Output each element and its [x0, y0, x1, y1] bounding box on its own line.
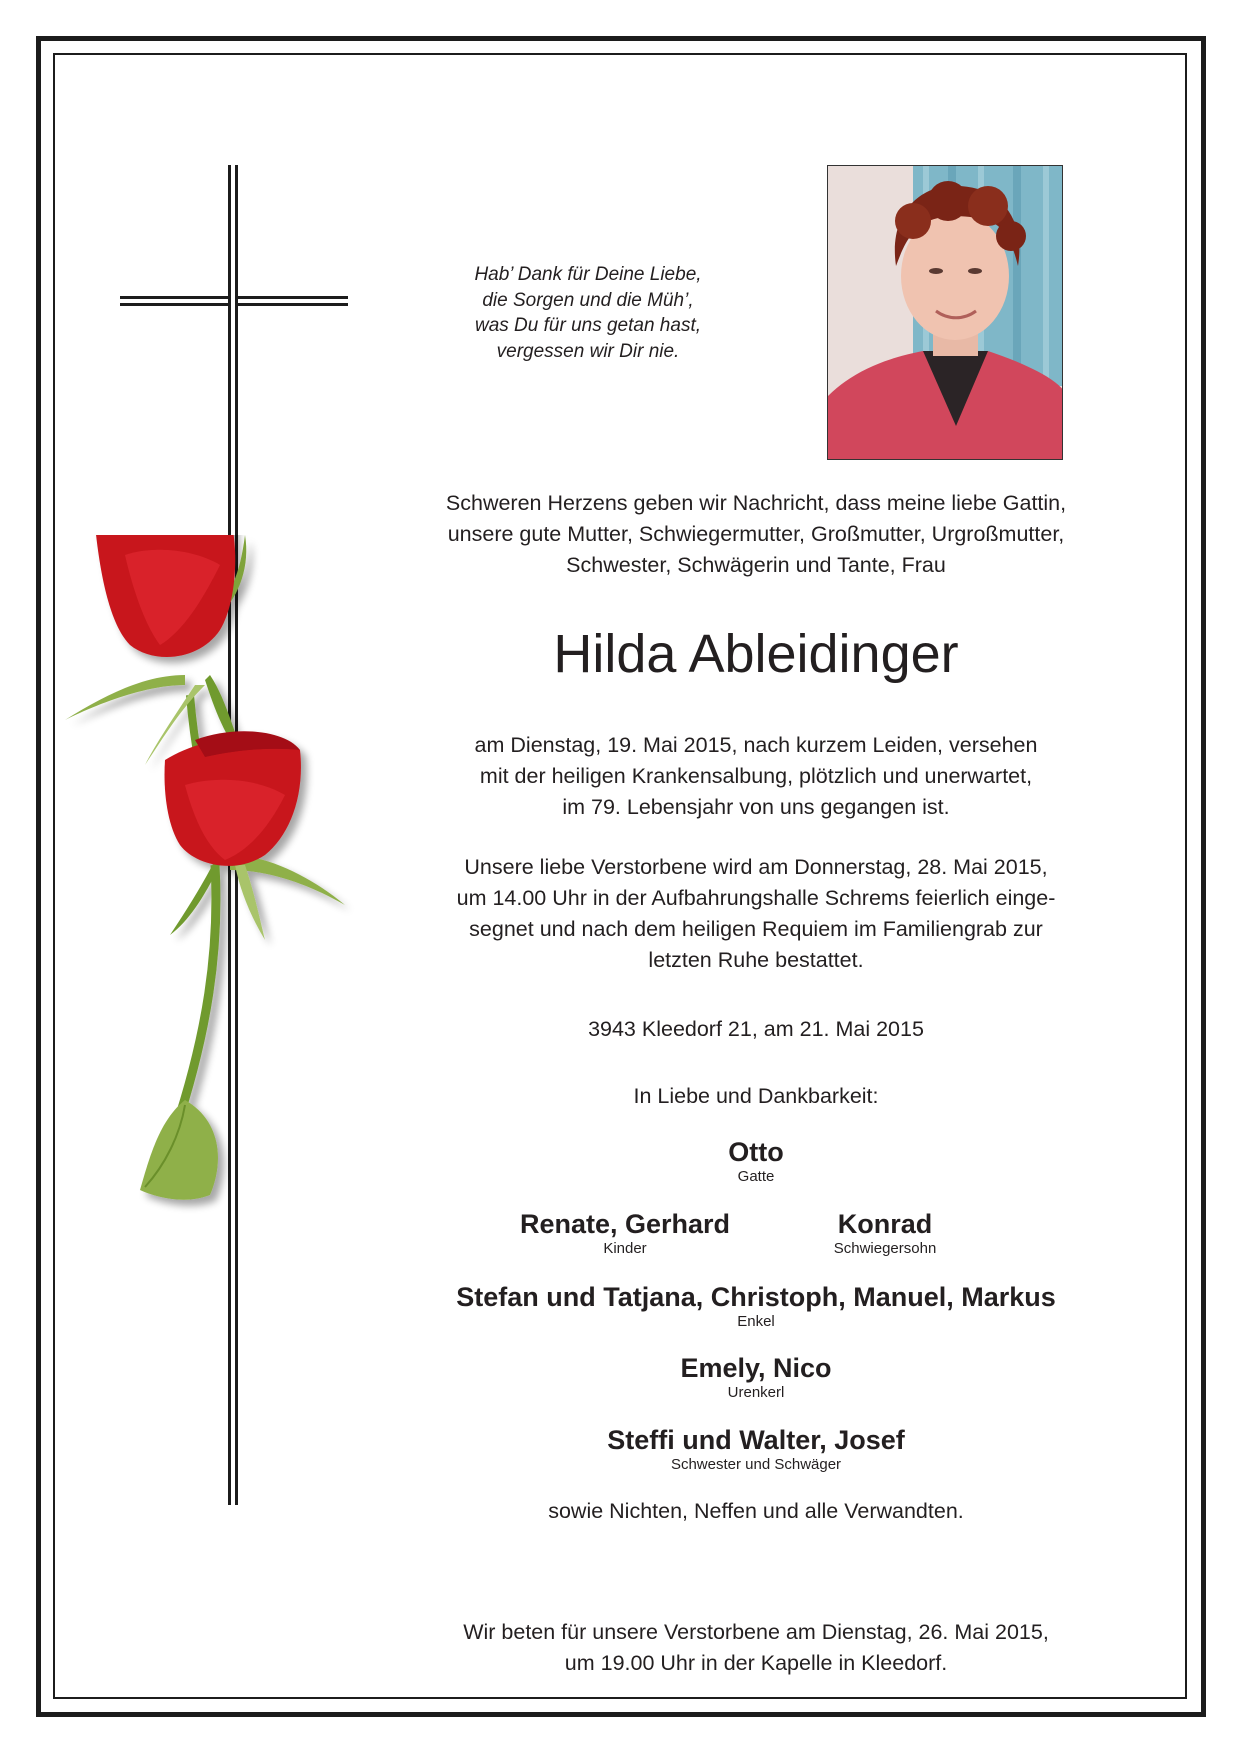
announcement — [440, 488, 1072, 581]
announcement-line: Schweren Herzens geben wir Nachricht, dass meine liebe Gattin, — [445, 491, 1067, 515]
burial-notice — [440, 852, 1072, 976]
quote-line: die Sorgen und die Müh’, — [482, 289, 694, 311]
mourner-names: Konrad — [837, 1209, 933, 1239]
mourner-relation: Schwiegersohn — [833, 1240, 937, 1257]
death-notice-line: am Dienstag, 19. Mai 2015, nach kurzem Leiden, versehen — [474, 733, 1038, 757]
place-date: 3943 Kleedorf 21, am 21. Mai 2015 — [588, 1017, 924, 1041]
burial-notice-line: um 14.00 Uhr in der Aufbahrungshalle Schrems feierlich einge- — [456, 886, 1056, 910]
burial-notice-line: Unsere liebe Verstorbene wird am Donnerstag, 28. Mai 2015, — [464, 855, 1048, 879]
rose-icon — [55, 535, 395, 1275]
portrait-photo — [827, 165, 1063, 460]
quote-line: Hab’ Dank für Deine Liebe, — [474, 264, 702, 285]
relatives-line: sowie Nichten, Neffen und alle Verwandten. — [548, 1499, 964, 1523]
death-notice-line: im 79. Lebensjahr von uns gegangen ist. — [562, 795, 950, 819]
announcement-line: Schwester, Schwägerin und Tante, Frau — [566, 553, 946, 577]
mourner-relation: Enkel — [737, 1313, 775, 1330]
quote-line: was Du für uns getan hast, — [474, 315, 701, 336]
mourner-siblings — [556, 1424, 956, 1474]
mourner-spouse — [656, 1136, 856, 1186]
mourner-names: Otto — [728, 1137, 784, 1167]
mourner-children — [500, 1208, 750, 1258]
memorial-quote — [418, 262, 758, 364]
mourner-names: Steffi und Walter, Josef — [607, 1425, 905, 1455]
mourner-names: Emely, Nico — [680, 1353, 832, 1383]
mourner-grandchildren — [440, 1281, 1072, 1331]
thanks-line: In Liebe und Dankbarkeit: — [633, 1084, 879, 1108]
mourner-names: Renate, Gerhard — [519, 1209, 731, 1239]
deceased-name: Hilda Ableidinger — [553, 624, 959, 684]
prayer-line: um 19.00 Uhr in der Kapelle in Kleedorf. — [564, 1651, 948, 1675]
burial-notice-line: letzten Ruhe bestattet. — [648, 948, 864, 972]
death-notice-line: mit der heiligen Krankensalbung, plötzlich und unerwartet, — [479, 764, 1033, 788]
mourner-relation: Urenkerl — [727, 1384, 785, 1401]
mourner-son-in-law — [790, 1208, 980, 1258]
burial-notice-line: segnet und nach dem heiligen Requiem im Familiengrab zur — [469, 917, 1043, 941]
announcement-line: unsere gute Mutter, Schwiegermutter, Großmutter, Urgroßmutter, — [447, 522, 1065, 546]
mourner-relation: Kinder — [603, 1240, 647, 1257]
mourner-names: Stefan und Tatjana, Christoph, Manuel, Markus — [456, 1282, 1056, 1312]
prayer-notice — [440, 1617, 1072, 1679]
quote-line: vergessen wir Dir nie. — [496, 340, 680, 362]
mourner-great-grandchildren — [606, 1352, 906, 1402]
mourner-relation: Gatte — [737, 1168, 775, 1185]
prayer-line: Wir beten für unsere Verstorbene am Dienstag, 26. Mai 2015, — [463, 1620, 1049, 1644]
death-notice — [440, 730, 1072, 823]
mourner-relation: Schwester und Schwäger — [670, 1456, 842, 1473]
